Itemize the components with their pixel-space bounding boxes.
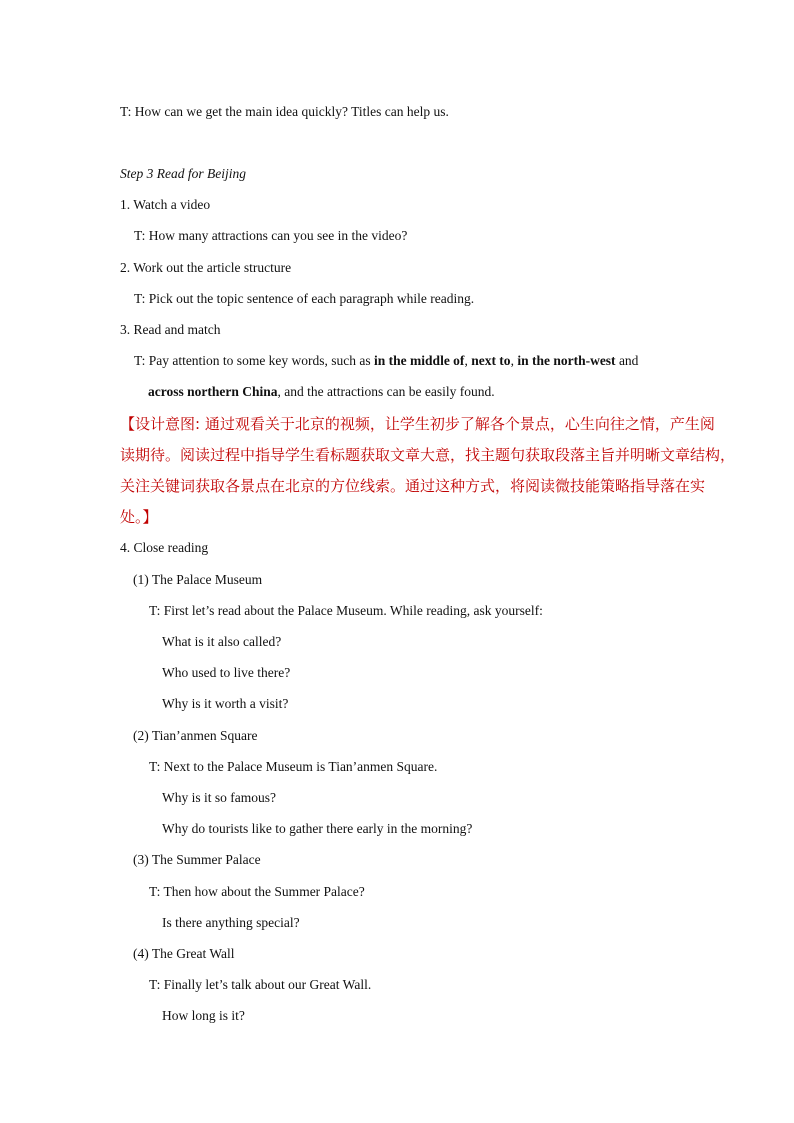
section2-question-2: Why do tourists like to gather there early in the morning? [162,821,473,836]
section3-teacher: T: Then how about the Summer Palace? [149,884,365,899]
item2-title: 2. Work out the article structure [120,260,292,275]
section2-title: (2) Tian’anmen Square [133,728,258,743]
separator: , [464,353,472,368]
keyword-in-the-middle-of: in the middle of [374,353,465,368]
match-line-1 [134,352,638,370]
match-text-post: and [615,353,639,368]
section1-title: (1) The Palace Museum [133,572,263,587]
section2-teacher: T: Next to the Palace Museum is Tian’anmen Square. [149,759,438,774]
step3-heading: Step 3 Read for Beijing [120,166,246,181]
section3-question-1: Is there anything special? [162,915,300,930]
section1-question-2: Who used to live there? [162,665,291,680]
keyword-across-northern-china: across northern China [148,384,278,399]
section1-question-1: What is it also called? [162,634,282,649]
separator: , [510,353,518,368]
item2-text: T: Pick out the topic sentence of each paragraph while reading. [134,291,475,306]
section1-question-3: Why is it worth a visit? [162,696,289,711]
intro-line: T: How can we get the main idea quickly? Titles can help us. [120,104,449,119]
section4-question-1: How long is it? [162,1008,245,1023]
item1-title: 1. Watch a video [120,197,211,212]
match-line-2 [148,383,495,401]
section1-teacher: T: First let’s read about the Palace Museum. While reading, ask yourself: [149,603,543,618]
match-text-pre: T: Pay attention to some key words, such as [134,353,375,368]
design-note-line-4: 处。】 [120,508,158,526]
keyword-in-the-north-west: in the north-west [517,353,616,368]
section4-title: (4) The Great Wall [133,946,235,961]
item1-text: T: How many attractions can you see in the video? [134,228,408,243]
item3-title: 3. Read and match [120,322,221,337]
design-note-line-1: 【设计意图: 通过观看关于北京的视频，让学生初步了解各个景点，心生向往之情，产生阅 [120,415,715,433]
design-note-line-2: 读期待。阅读过程中指导学生看标题获取文章大意，找主题句获取段落主旨并明晰文章结构， [120,446,736,464]
match-text-end: , and the attractions can be easily found. [277,384,495,399]
section2-question-1: Why is it so famous? [162,790,276,805]
close-reading-title: 4. Close reading [120,540,209,555]
section3-title: (3) The Summer Palace [133,852,261,867]
keyword-next-to: next to [471,353,511,368]
design-note-line-3: 关注关键词获取各景点在北京的方位线索。通过这种方式，将阅读微技能策略指导落在实 [120,477,706,495]
section4-teacher: T: Finally let’s talk about our Great Wall. [149,977,372,992]
